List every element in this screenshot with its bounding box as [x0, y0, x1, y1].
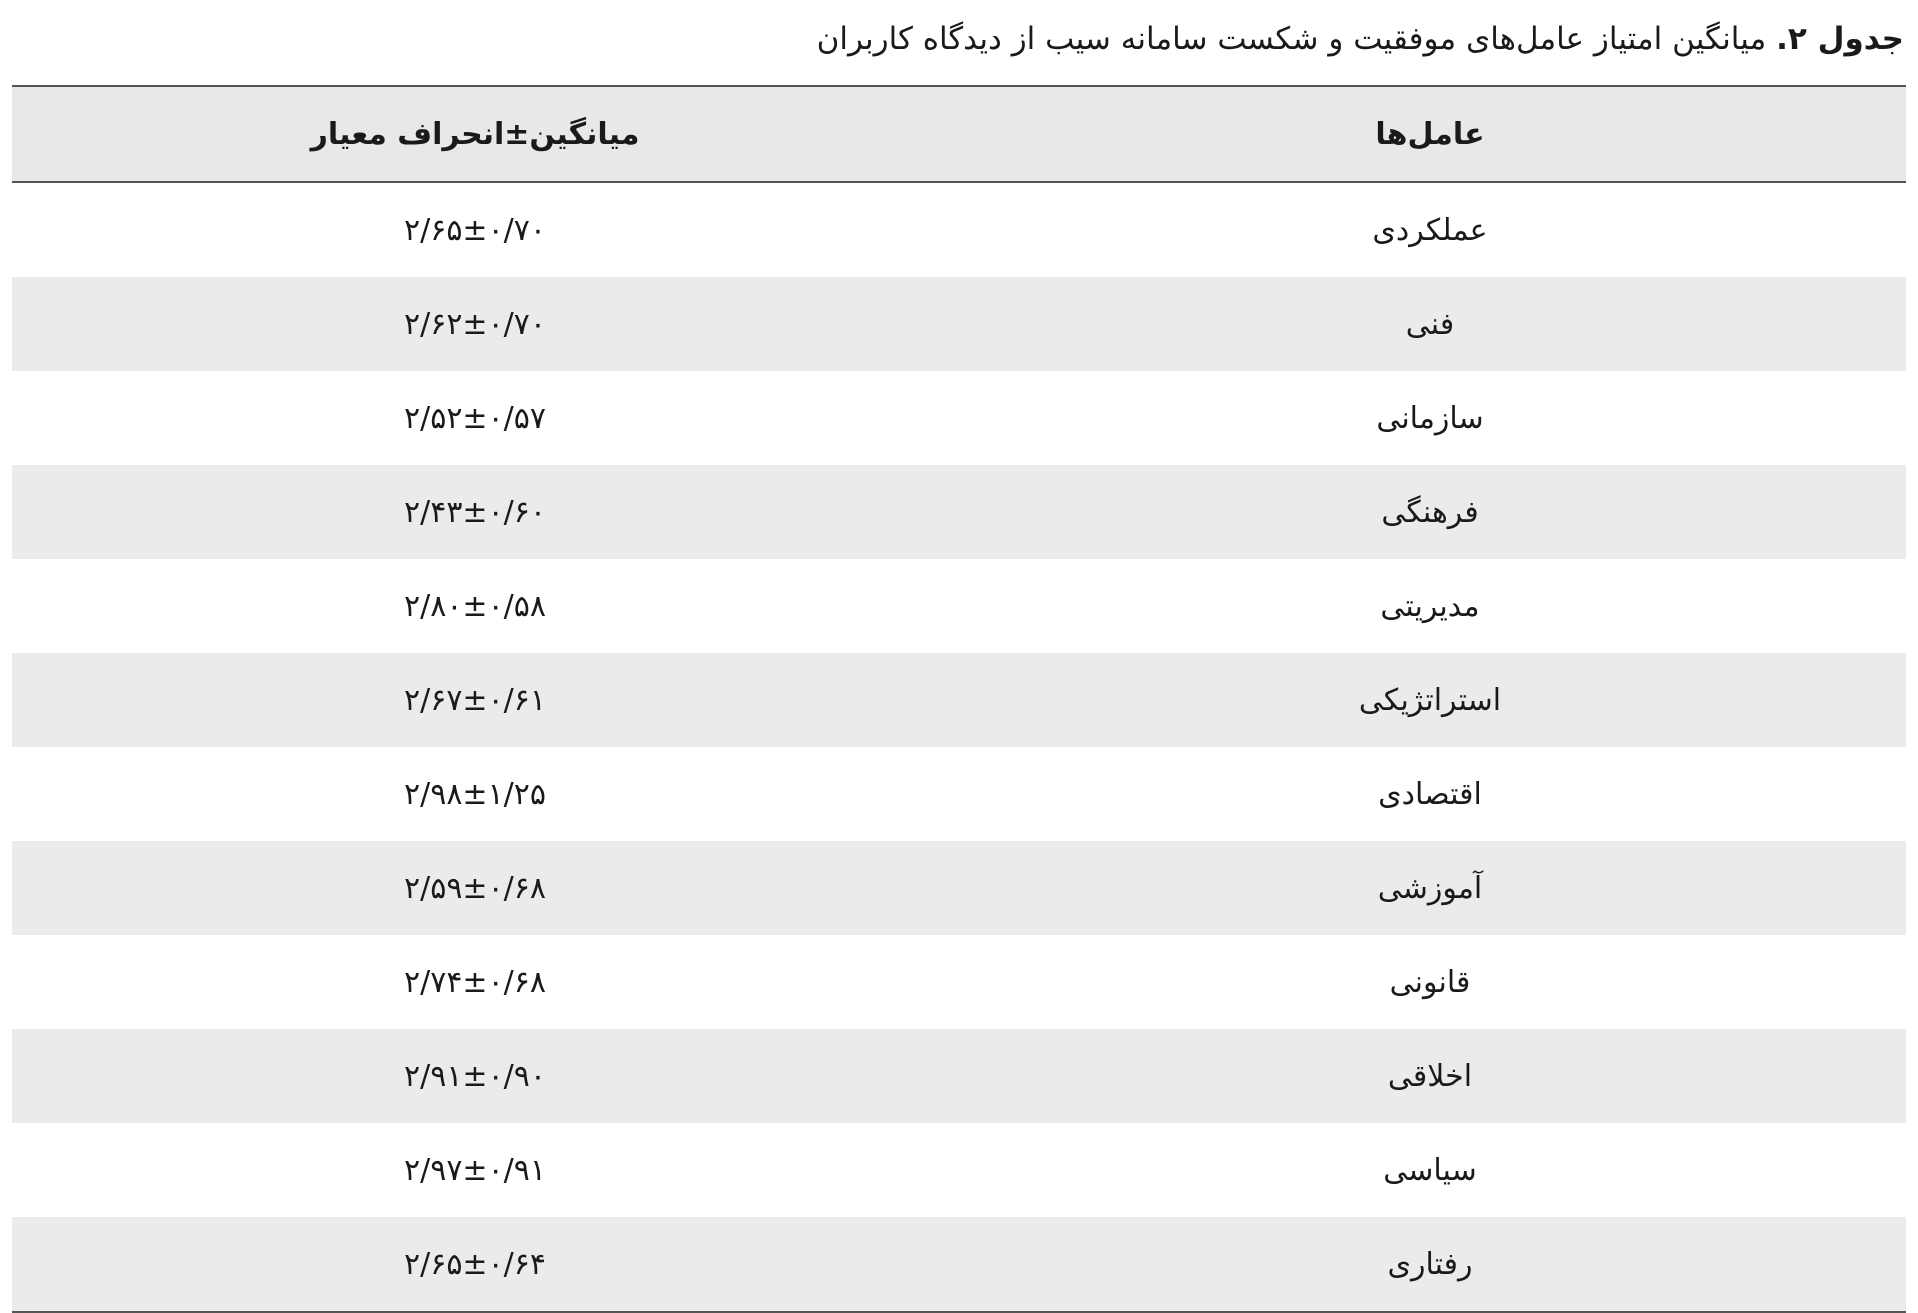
factor-cell: رفتاری — [1387, 1246, 1473, 1282]
factor-cell: سیاسی — [1383, 1152, 1477, 1188]
table-row — [12, 1029, 1906, 1123]
header-factor: عامل‌ها — [1375, 116, 1485, 152]
factor-cell: استراتژیکی — [1358, 682, 1502, 718]
factor-cell: قانونی — [1389, 964, 1471, 1000]
mean-sd-cell: ۲/۹۱±۰/۹۰ — [403, 1058, 547, 1094]
table-row — [12, 935, 1906, 1029]
table-header — [12, 86, 1906, 182]
factor-cell: سازمانی — [1376, 400, 1484, 436]
factor-cell: اقتصادی — [1378, 776, 1482, 812]
factor-cell: اخلاقی — [1387, 1058, 1473, 1094]
mean-sd-cell: ۲/۸۰±۰/۵۸ — [403, 588, 547, 624]
table-row — [12, 1217, 1906, 1312]
table-row — [12, 559, 1906, 653]
mean-sd-cell: ۲/۶۲±۰/۷۰ — [403, 306, 547, 342]
mean-sd-cell: ۲/۵۹±۰/۶۸ — [403, 870, 547, 906]
mean-sd-cell: ۲/۵۲±۰/۵۷ — [403, 400, 547, 436]
mean-sd-cell: ۲/۹۸±۱/۲۵ — [403, 776, 547, 812]
mean-sd-cell: ۲/۶۵±۰/۷۰ — [403, 212, 547, 248]
factors-table-container — [12, 85, 1906, 1313]
mean-sd-cell: ۲/۶۵±۰/۶۴ — [403, 1246, 547, 1282]
table-row — [12, 653, 1906, 747]
table-row — [12, 841, 1906, 935]
caption-text: میانگین امتیاز عامل‌های موفقیت و شکست سامانه سیب از دیدگاه کاربران — [816, 21, 1767, 57]
table-caption — [14, 18, 1904, 60]
factor-cell: فنی — [1405, 306, 1455, 342]
mean-sd-cell: ۲/۷۴±۰/۶۸ — [403, 964, 547, 1000]
factors-table — [12, 85, 1906, 1313]
caption-label: جدول ۲. — [1776, 21, 1904, 57]
factor-cell: آموزشی — [1377, 870, 1483, 906]
table-row — [12, 1123, 1906, 1217]
mean-sd-cell: ۲/۹۷±۰/۹۱ — [403, 1152, 547, 1188]
table-row — [12, 371, 1906, 465]
factor-cell: عملکردی — [1372, 212, 1488, 248]
table-row — [12, 747, 1906, 841]
mean-sd-cell: ۲/۶۷±۰/۶۱ — [403, 682, 547, 718]
factor-cell: مدیریتی — [1380, 588, 1480, 624]
table-row — [12, 277, 1906, 371]
factor-cell: فرهنگی — [1381, 494, 1479, 530]
mean-sd-cell: ۲/۴۳±۰/۶۰ — [403, 494, 547, 530]
table-row — [12, 465, 1906, 559]
table-row — [12, 182, 1906, 277]
table-body — [12, 182, 1906, 1312]
header-mean-sd: میانگین±انحراف معیار — [310, 116, 640, 152]
header-row — [12, 86, 1906, 182]
